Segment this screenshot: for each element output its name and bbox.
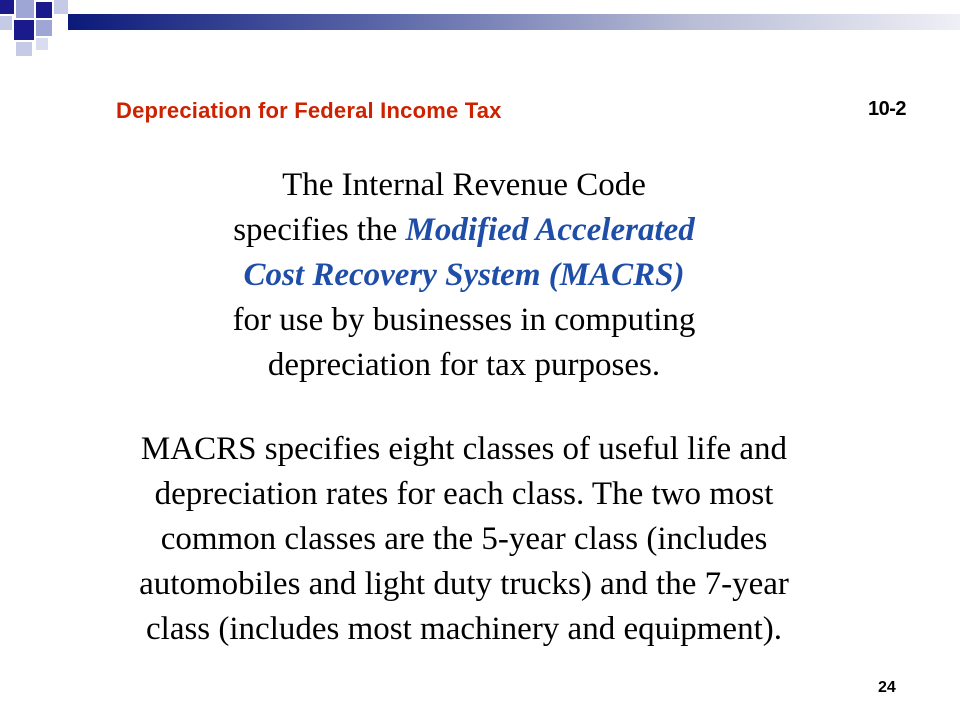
page-number: 24: [878, 679, 896, 696]
emphasis-term: Cost Recovery System (MACRS): [243, 257, 685, 293]
text-line: class (includes most machinery and equipment).: [146, 611, 782, 647]
slide-title: Depreciation for Federal Income Tax: [116, 98, 502, 123]
decor-square-light: [36, 20, 52, 36]
slide-id: 10-2: [868, 98, 907, 120]
text-line: automobiles and light duty trucks) and the 7-year: [139, 566, 789, 602]
decor-square-light: [16, 0, 34, 18]
text-line: MACRS specifies eight classes of useful life and: [140, 431, 788, 467]
text-line: for use by businesses in computing: [232, 302, 696, 338]
decor-square-light: [16, 42, 32, 56]
decor-square-light: [54, 0, 68, 14]
decor-square-navy: [36, 2, 52, 18]
text-segment: specifies the: [233, 212, 406, 248]
text-line: depreciation for tax purposes.: [267, 347, 661, 383]
text-line: common classes are the 5-year class (includes: [160, 521, 768, 557]
header-gradient-bar: [68, 14, 960, 30]
decor-square-navy: [14, 20, 34, 40]
paragraph-macrs-classes: [0, 427, 928, 652]
decor-square-navy: [0, 0, 14, 14]
text-line: depreciation rates for each class. The two most: [154, 476, 774, 512]
emphasis-term: Modified Accelerated: [405, 212, 695, 248]
decor-square-light: [36, 38, 48, 50]
text-line: The Internal Revenue Code: [282, 167, 646, 203]
decor-square-light: [0, 16, 12, 30]
text-line: [0, 208, 928, 253]
paragraph-macrs-definition: [0, 163, 928, 388]
